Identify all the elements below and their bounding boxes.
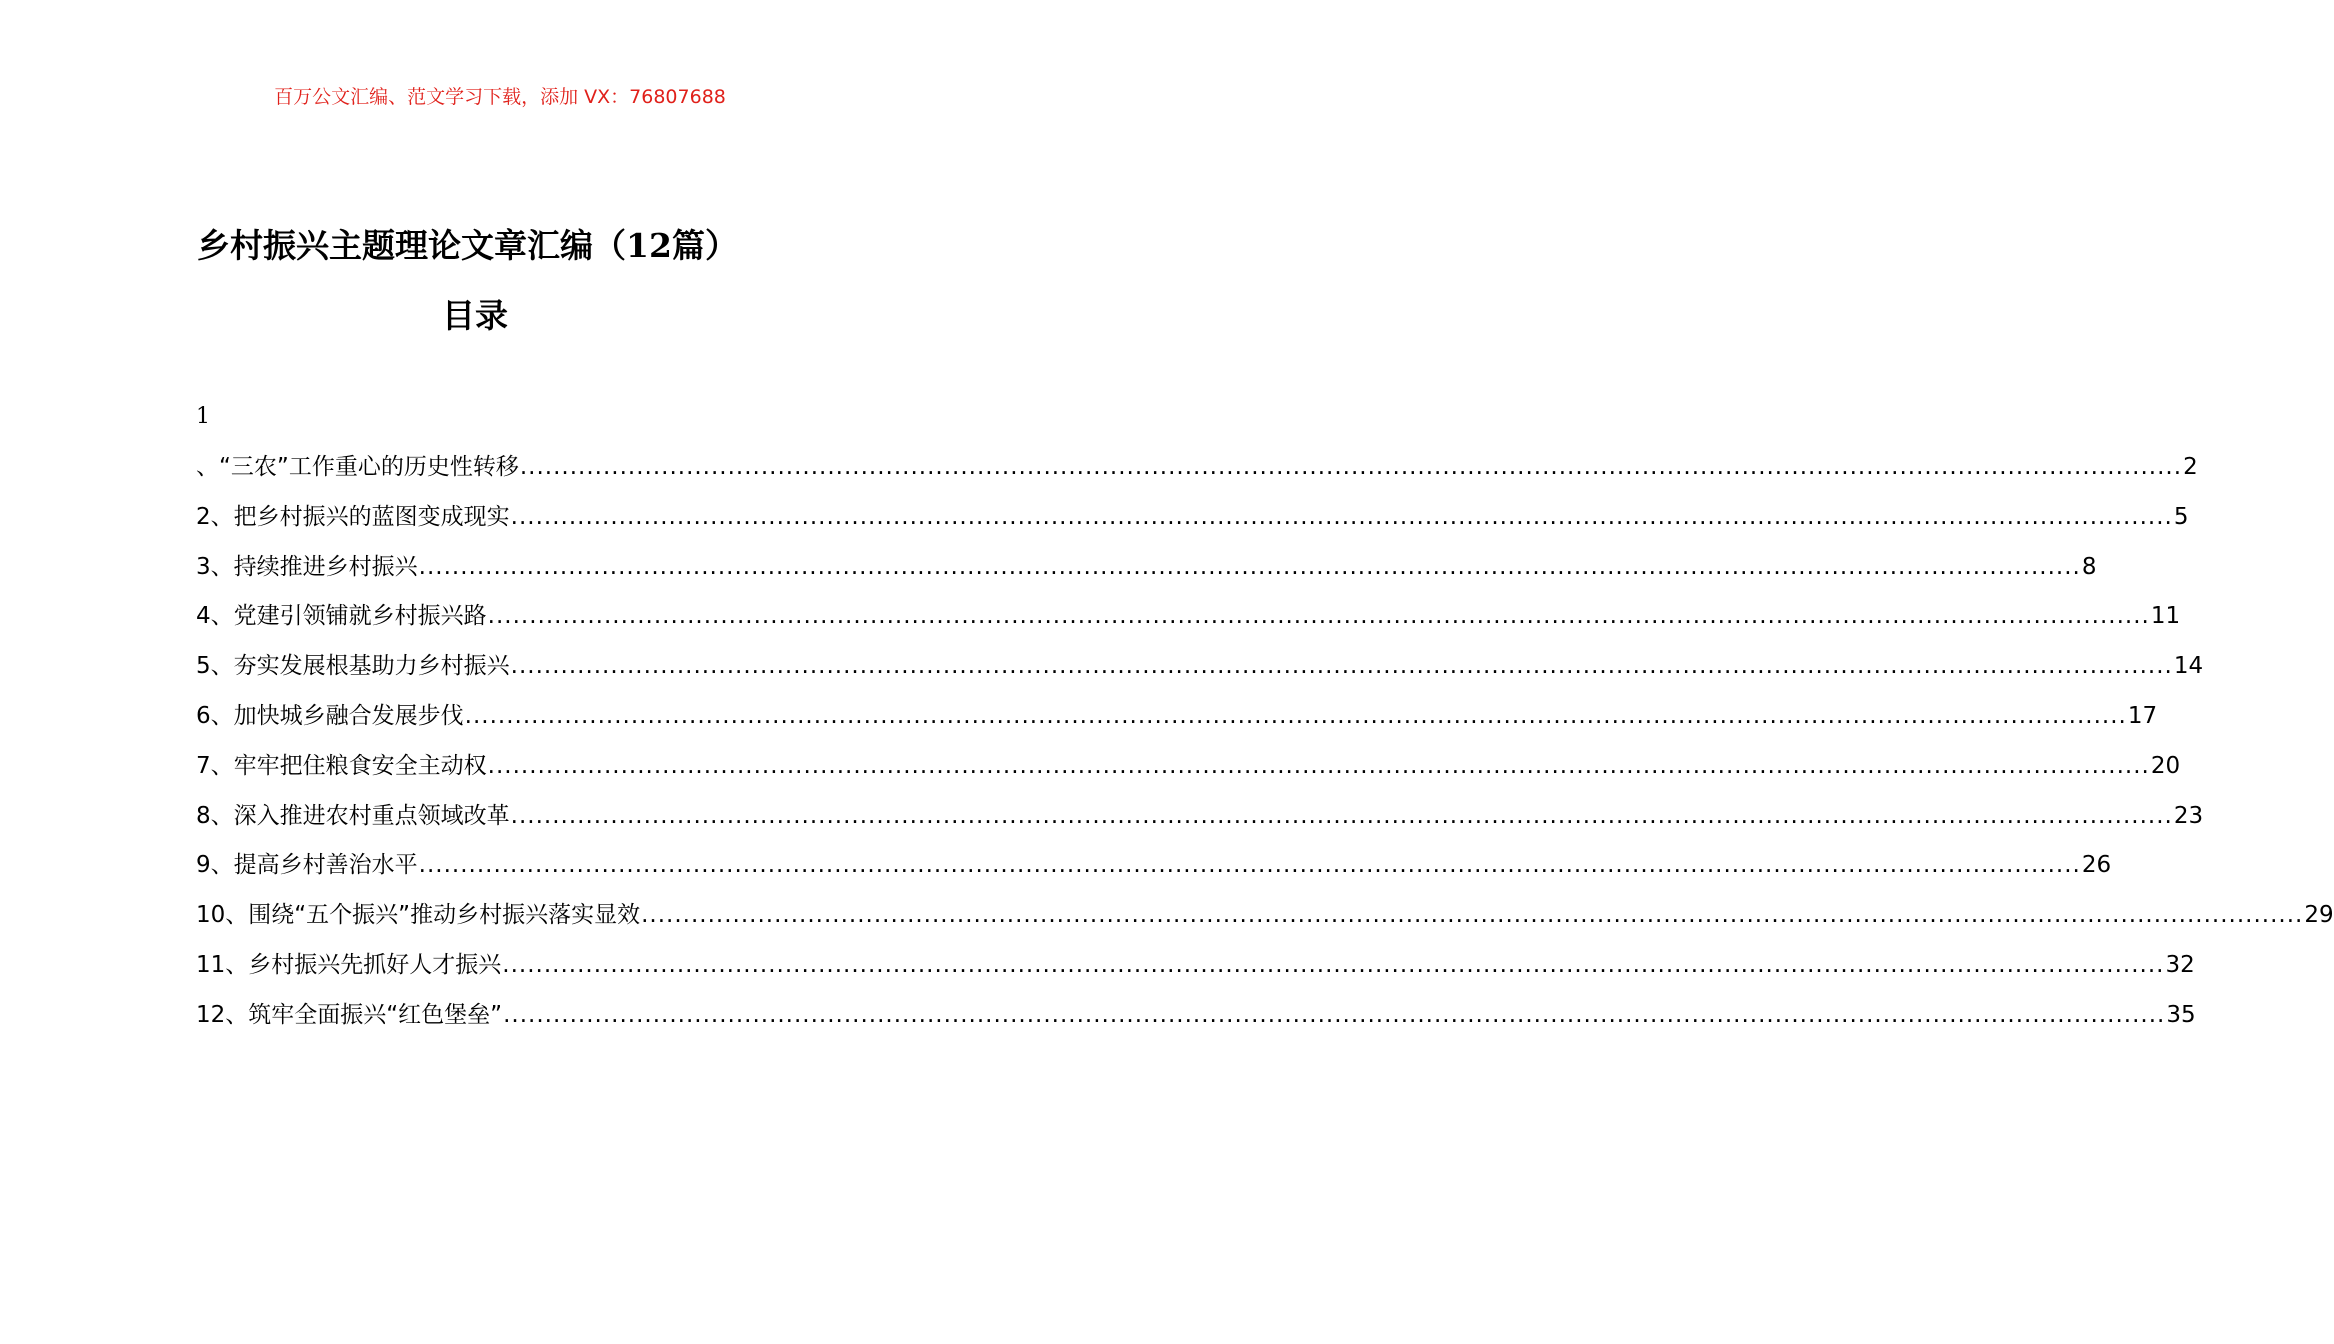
toc-item-page: 29 xyxy=(2304,902,2334,929)
title-text-before: 乡村振兴主题理论文章汇编（ xyxy=(197,226,627,265)
toc-item-page: 8 xyxy=(2081,553,2097,580)
header-note: 百万公文汇编、范文学习下载，添加 VX：76807688 xyxy=(274,86,726,108)
toc-list xyxy=(196,450,2334,1048)
stray-number: 1 xyxy=(196,404,210,429)
toc-item-label: 9、提高乡村善治水平 xyxy=(196,852,418,879)
toc-item[interactable] xyxy=(196,500,2189,550)
toc-leader-dots: ........................................................................................................................................................................................................ xyxy=(519,454,2183,480)
document-title xyxy=(0,224,935,268)
toc-leader-dots: ........................................................................................................................................................................................................ xyxy=(502,951,2165,978)
toc-item-label: 5、夯实发展根基助力乡村振兴 xyxy=(196,653,510,680)
toc-leader-dots: ........................................................................................................................................................................................................ xyxy=(510,653,2173,680)
toc-leader-dots: ........................................................................................................................................................................................................ xyxy=(464,702,2127,729)
toc-leader-dots: ........................................................................................................................................................................................................ xyxy=(503,1001,2166,1028)
toc-item-label: 8、深入推进农村重点领域改革 xyxy=(196,802,510,829)
toc-item[interactable] xyxy=(196,450,2198,500)
toc-item[interactable] xyxy=(196,848,2112,898)
toc-leader-dots: ........................................................................................................................................................................................................ xyxy=(418,553,2081,580)
toc-leader-dots: ........................................................................................................................................................................................................ xyxy=(510,503,2173,530)
toc-item[interactable] xyxy=(196,550,2097,600)
toc-item-label: 4、党建引领铺就乡村振兴路 xyxy=(196,603,487,630)
toc-leader-dots: ........................................................................................................................................................................................................ xyxy=(487,603,2150,630)
toc-item[interactable] xyxy=(196,649,2204,699)
toc-item-page: 20 xyxy=(2150,752,2181,779)
toc-item-page: 26 xyxy=(2081,852,2112,879)
title-number: 12 xyxy=(626,226,672,265)
toc-leader-dots: ........................................................................................................................................................................................................ xyxy=(487,752,2150,779)
toc-item[interactable] xyxy=(196,699,2158,749)
toc-item-label: 、“三农”工作重心的历史性转移 xyxy=(196,454,519,480)
toc-item-label: 12、筑牢全面振兴“红色堡垒” xyxy=(196,1001,503,1028)
toc-item[interactable] xyxy=(196,998,2196,1048)
toc-item-page: 23 xyxy=(2173,802,2204,829)
toc-item[interactable] xyxy=(196,898,2334,948)
toc-item-page: 11 xyxy=(2150,603,2181,630)
toc-heading: 目录 xyxy=(442,296,508,335)
toc-item-label: 6、加快城乡融合发展步伐 xyxy=(196,702,464,729)
toc-item-page: 35 xyxy=(2166,1001,2196,1028)
toc-item[interactable] xyxy=(196,799,2204,849)
toc-item-page: 32 xyxy=(2165,951,2195,978)
toc-item-label: 7、牢牢把住粮食安全主动权 xyxy=(196,752,487,779)
toc-item-page: 14 xyxy=(2173,653,2204,680)
toc-item-page: 5 xyxy=(2173,503,2189,530)
toc-leader-dots: ........................................................................................................................................................................................................ xyxy=(641,902,2304,929)
toc-item[interactable] xyxy=(196,599,2181,649)
toc-item-label: 10、围绕“五个振兴”推动乡村振兴落实显效 xyxy=(196,902,641,929)
toc-item-page: 2 xyxy=(2183,454,2198,480)
toc-item-label: 2、把乡村振兴的蓝图变成现实 xyxy=(196,503,510,530)
toc-item[interactable] xyxy=(196,749,2181,799)
toc-leader-dots: ........................................................................................................................................................................................................ xyxy=(418,852,2081,879)
toc-item-label: 11、乡村振兴先抓好人才振兴 xyxy=(196,951,502,978)
toc-item-label: 3、持续推进乡村振兴 xyxy=(196,553,418,580)
toc-leader-dots: ........................................................................................................................................................................................................ xyxy=(510,802,2173,829)
toc-item[interactable] xyxy=(196,948,2195,998)
title-text-after: 篇） xyxy=(671,226,738,265)
toc-item-page: 17 xyxy=(2127,702,2158,729)
